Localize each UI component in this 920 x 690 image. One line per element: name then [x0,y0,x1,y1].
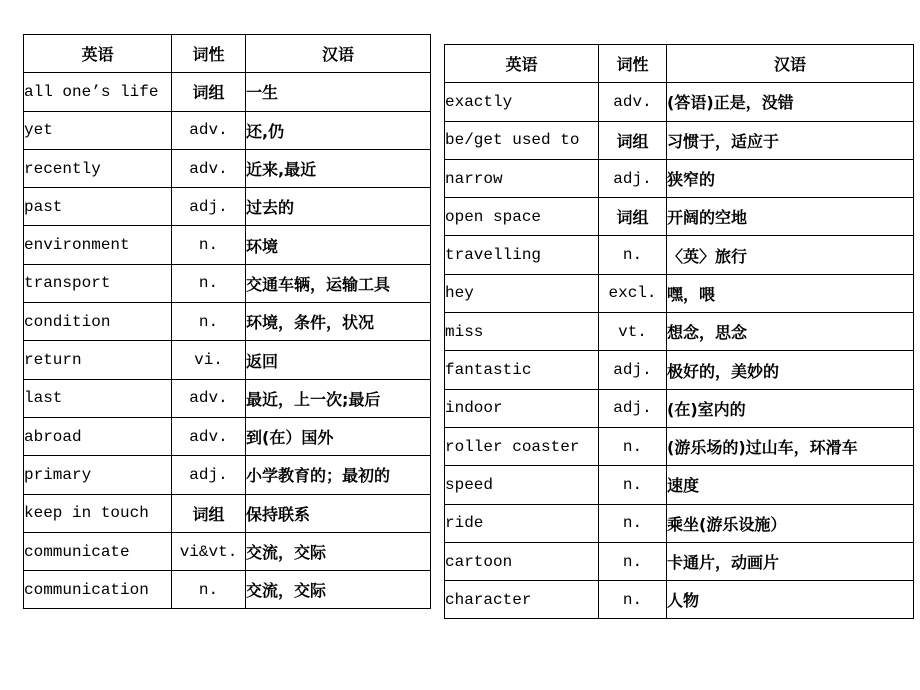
chinese-meaning: 乘坐(游乐设施） [667,504,914,542]
table-row [445,389,914,427]
chinese-meaning: 到(在）国外 [246,417,431,455]
table-row [24,188,431,226]
english-word: past [24,188,172,226]
chinese-meaning: 速度 [667,466,914,504]
part-of-speech: excl. [599,274,667,312]
part-of-speech: 词组 [172,494,246,532]
english-word: cartoon [445,542,599,580]
table-row [445,121,914,159]
table-row [445,83,914,121]
table-row [24,456,431,494]
english-word: environment [24,226,172,264]
chinese-meaning: 狭窄的 [667,159,914,197]
english-word: ride [445,504,599,542]
english-word: be/get used to [445,121,599,159]
table-row [445,274,914,312]
part-of-speech: adj. [599,389,667,427]
chinese-meaning: 保持联系 [246,494,431,532]
part-of-speech: vt. [599,313,667,351]
table-row [24,417,431,455]
part-of-speech: n. [172,226,246,264]
part-of-speech: n. [599,504,667,542]
part-of-speech: adj. [172,188,246,226]
english-word: primary [24,456,172,494]
english-word: indoor [445,389,599,427]
english-word: keep in touch [24,494,172,532]
english-word: open space [445,198,599,236]
table-row [24,341,431,379]
part-of-speech: n. [599,236,667,274]
part-of-speech: adj. [172,456,246,494]
left-vocabulary-table [23,34,431,609]
chinese-meaning: 过去的 [246,188,431,226]
table-row [24,226,431,264]
chinese-meaning: (答语)正是，没错 [667,83,914,121]
english-word: narrow [445,159,599,197]
part-of-speech: 词组 [599,121,667,159]
table-row [24,532,431,570]
english-word: roller coaster [445,427,599,465]
part-of-speech: n. [172,303,246,341]
header-chinese: 汉语 [667,45,914,83]
table-row [24,571,431,609]
english-word: hey [445,274,599,312]
table-row [445,351,914,389]
part-of-speech: n. [599,581,667,619]
table-row [445,581,914,619]
chinese-meaning: 开阔的空地 [667,198,914,236]
table-row [445,313,914,351]
part-of-speech: n. [599,542,667,580]
chinese-meaning: (在)室内的 [667,389,914,427]
chinese-meaning: 交通车辆，运输工具 [246,264,431,302]
english-word: transport [24,264,172,302]
table-row [445,236,914,274]
part-of-speech: adv. [172,379,246,417]
english-word: return [24,341,172,379]
left-table-body [24,73,431,609]
part-of-speech: n. [172,264,246,302]
table-row [445,466,914,504]
chinese-meaning: (游乐场的)过山车，环滑车 [667,427,914,465]
table-row [445,542,914,580]
chinese-meaning: 近来,最近 [246,149,431,187]
part-of-speech: adv. [172,111,246,149]
english-word: recently [24,149,172,187]
part-of-speech: adv. [172,149,246,187]
table-row [24,264,431,302]
header-english: 英语 [445,45,599,83]
table-row [445,159,914,197]
table-row [445,198,914,236]
english-word: condition [24,303,172,341]
chinese-meaning: 极好的，美妙的 [667,351,914,389]
table-row [24,111,431,149]
part-of-speech: adj. [599,351,667,389]
english-word: yet [24,111,172,149]
part-of-speech: 词组 [172,73,246,111]
english-word: character [445,581,599,619]
chinese-meaning: 嘿，喂 [667,274,914,312]
right-vocabulary-table [444,44,914,619]
part-of-speech: adj. [599,159,667,197]
chinese-meaning: 〈英〉旅行 [667,236,914,274]
english-word: communication [24,571,172,609]
english-word: last [24,379,172,417]
english-word: exactly [445,83,599,121]
part-of-speech: adv. [599,83,667,121]
table-row [445,427,914,465]
part-of-speech: vi. [172,341,246,379]
header-chinese: 汉语 [246,35,431,73]
part-of-speech: n. [599,466,667,504]
left-table-header-row [24,35,431,73]
chinese-meaning: 环境，条件，状况 [246,303,431,341]
table-row [445,504,914,542]
english-word: speed [445,466,599,504]
english-word: abroad [24,417,172,455]
header-part-of-speech: 词性 [599,45,667,83]
english-word: travelling [445,236,599,274]
table-row [24,494,431,532]
table-row [24,73,431,111]
right-table-body [445,83,914,619]
chinese-meaning: 想念，思念 [667,313,914,351]
part-of-speech: vi&vt. [172,532,246,570]
part-of-speech: 词组 [599,198,667,236]
chinese-meaning: 人物 [667,581,914,619]
chinese-meaning: 交流，交际 [246,571,431,609]
english-word: fantastic [445,351,599,389]
header-part-of-speech: 词性 [172,35,246,73]
chinese-meaning: 卡通片，动画片 [667,542,914,580]
chinese-meaning: 小学教育的；最初的 [246,456,431,494]
right-table-header-row [445,45,914,83]
table-row [24,149,431,187]
chinese-meaning: 一生 [246,73,431,111]
chinese-meaning: 还,仍 [246,111,431,149]
chinese-meaning: 返回 [246,341,431,379]
english-word: miss [445,313,599,351]
part-of-speech: adv. [172,417,246,455]
english-word: all one’s life [24,73,172,111]
chinese-meaning: 交流，交际 [246,532,431,570]
table-row [24,379,431,417]
chinese-meaning: 习惯于，适应于 [667,121,914,159]
part-of-speech: n. [599,427,667,465]
english-word: communicate [24,532,172,570]
part-of-speech: n. [172,571,246,609]
chinese-meaning: 环境 [246,226,431,264]
header-english: 英语 [24,35,172,73]
chinese-meaning: 最近，上一次;最后 [246,379,431,417]
table-row [24,303,431,341]
